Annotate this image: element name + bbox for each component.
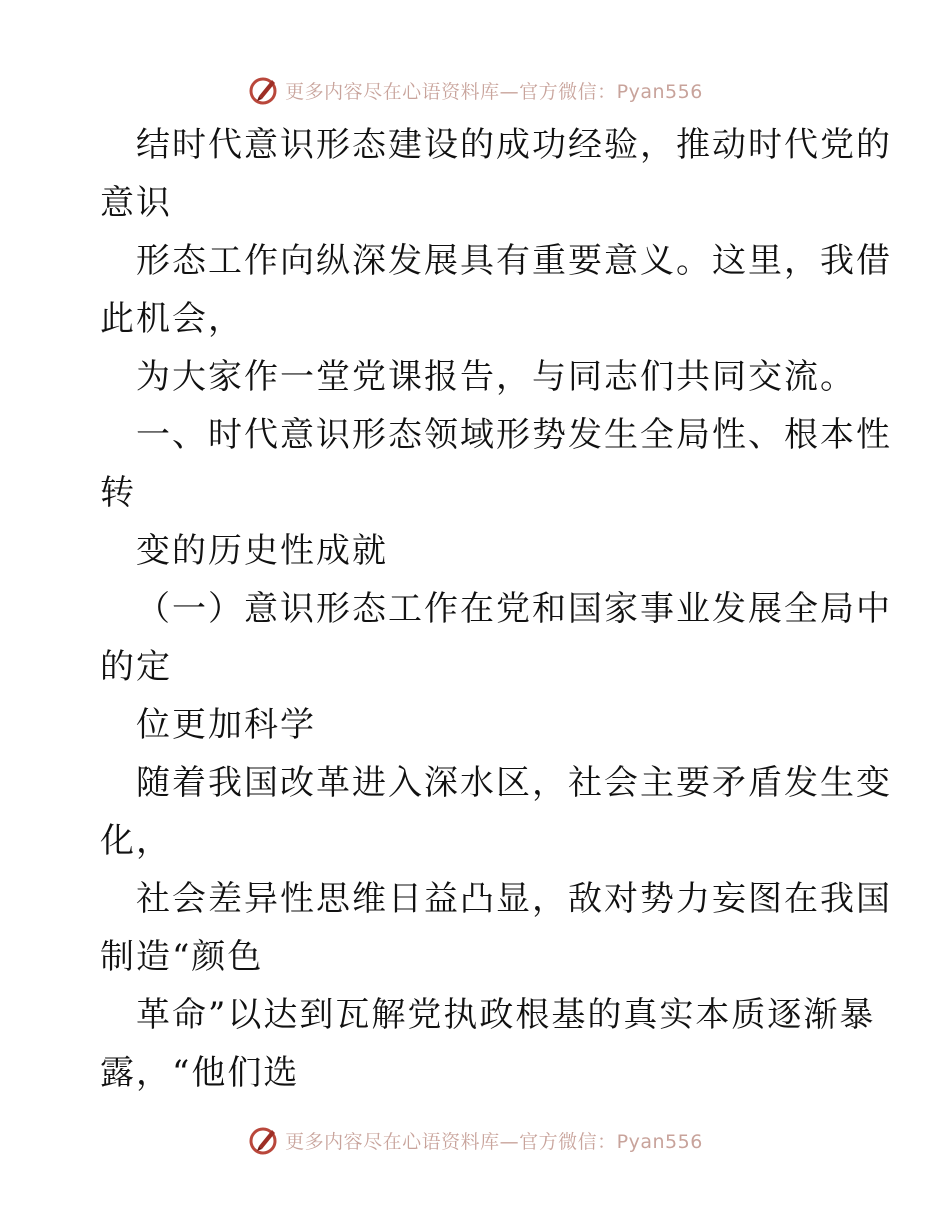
header-watermark	[0, 70, 950, 110]
body-line: 随着我国改革进入深水区，社会主要矛盾发生变	[136, 763, 892, 803]
document-body	[100, 116, 892, 1102]
body-line: 社会差异性思维日益凸显，敌对势力妄图在我国	[136, 879, 892, 919]
watermark-text: 更多内容尽在心语资料库—官方微信：Pyan556	[285, 1130, 703, 1153]
footer-watermark	[0, 1120, 950, 1160]
body-line: 革命”以达到瓦解党执政根基的真实本质逐渐暴	[136, 995, 876, 1035]
section-heading-continued: 变的历史性成就	[136, 531, 388, 571]
body-line: 为大家作一堂党课报告，与同志们共同交流。	[136, 357, 856, 397]
body-line: 结时代意识形态建设的成功经验，推动时代党的	[136, 125, 892, 165]
section-heading: 一、时代意识形态领域形势发生全局性、根本性	[136, 415, 892, 455]
body-line: 露，“他们选	[100, 1053, 300, 1093]
body-line: 化，	[100, 821, 172, 861]
subsection-heading-continued: 位更加科学	[136, 705, 316, 745]
watermark-text: 更多内容尽在心语资料库—官方微信：Pyan556	[285, 80, 703, 103]
pen-logo-icon	[247, 1124, 279, 1156]
body-line: 此机会，	[100, 299, 244, 339]
body-line: 制造“颜色	[100, 937, 264, 977]
subsection-heading: （一）意识形态工作在党和国家事业发展全局中	[136, 589, 892, 629]
section-heading-continued: 转	[100, 473, 136, 513]
subsection-heading-continued: 的定	[100, 647, 172, 687]
pen-logo-icon	[247, 74, 279, 106]
body-line: 意识	[100, 183, 172, 223]
body-line: 形态工作向纵深发展具有重要意义。这里，我借	[136, 241, 892, 281]
